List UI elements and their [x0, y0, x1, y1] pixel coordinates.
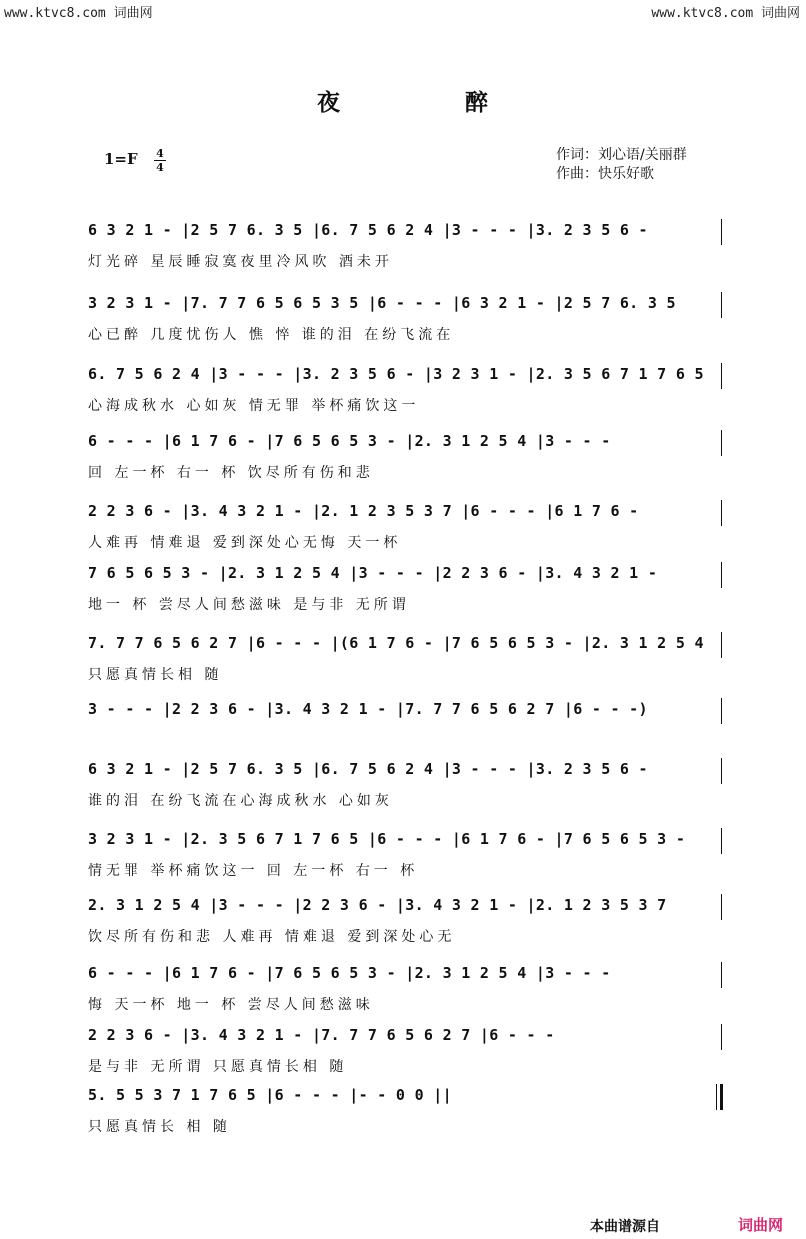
system-end-barline	[721, 632, 722, 658]
system-end-barline	[721, 292, 722, 318]
notation-line: 6 - - - |6 1 7 6 - |7 6 5 6 5 3 - |2. 3 1 2 5 4 |3 - - -	[88, 964, 611, 982]
system-end-barline	[721, 1024, 722, 1050]
song-title-part-2: 醉	[465, 90, 489, 116]
notation-line: 6 - - - |6 1 7 6 - |7 6 5 6 5 3 - |2. 3 1 2 5 4 |3 - - -	[88, 432, 611, 450]
lyric-line: 回 左一杯 右一 杯 饮尽所有伤和悲	[88, 465, 374, 481]
system-end-barline	[721, 430, 722, 456]
lyric-line: 谁的泪 在纷飞流在心海成秋水 心如灰	[88, 793, 393, 809]
time-signature-top: 4	[156, 147, 164, 160]
lyric-line: 地一 杯 尝尽人间愁滋味 是与非 无所谓	[88, 597, 410, 613]
lyric-line: 心海成秋水 心如灰 情无罪 举杯痛饮这一	[88, 398, 420, 414]
time-signature	[154, 148, 166, 173]
notation-line: 2 2 3 6 - |3. 4 3 2 1 - |7. 7 7 6 5 6 2 7 |6 - - -	[88, 1026, 555, 1044]
composer-credit: 作曲：快乐好歌	[556, 166, 654, 182]
notation-line: 3 2 3 1 - |7. 7 7 6 5 6 5 3 5 |6 - - - |6 3 2 1 - |2 5 7 6. 3 5	[88, 294, 676, 312]
notation-line: 6 3 2 1 - |2 5 7 6. 3 5 |6. 7 5 6 2 4 |3 - - - |3. 2 3 5 6 -	[88, 221, 648, 239]
watermark-right: www.ktvc8.com 词曲网	[651, 6, 800, 21]
source-footer-logo: 词曲网	[738, 1216, 784, 1234]
song-title-part-1: 夜	[317, 90, 341, 116]
system-end-barline	[721, 828, 722, 854]
notation-line: 5. 5 5 3 7 1 7 6 5 |6 - - - |- - 0 0 ||	[88, 1086, 452, 1104]
system-end-barline	[721, 894, 722, 920]
lyric-line: 只愿真情长 相 随	[88, 1119, 231, 1135]
system-end-barline	[721, 363, 722, 389]
lyric-line: 心已醉 几度忧伤人 憔 悴 谁的泪 在纷飞流在	[88, 327, 455, 343]
lyric-line: 悔 天一杯 地一 杯 尝尽人间愁滋味	[88, 997, 374, 1013]
system-end-barline	[721, 698, 722, 724]
system-end-barline	[721, 500, 722, 526]
lyric-line: 只愿真情长相 随	[88, 667, 223, 683]
notation-line: 3 2 3 1 - |2. 3 5 6 7 1 7 6 5 |6 - - - |6 1 7 6 - |7 6 5 6 5 3 -	[88, 830, 686, 848]
lyric-line	[88, 730, 720, 752]
notation-line: 7 6 5 6 5 3 - |2. 3 1 2 5 4 |3 - - - |2 2 3 6 - |3. 4 3 2 1 -	[88, 564, 658, 582]
system-end-barline	[721, 219, 722, 245]
score-system	[0, 424, 806, 496]
notation-line: 7. 7 7 6 5 6 2 7 |6 - - - |(6 1 7 6 - |7 6 5 6 5 3 - |2. 3 1 2 5 4	[88, 634, 704, 652]
lyric-line: 灯光碎 星辰睡寂寞夜里冷风吹 酒未开	[88, 254, 393, 270]
credits	[556, 146, 687, 184]
notation-line: 2. 3 1 2 5 4 |3 - - - |2 2 3 6 - |3. 4 3 2 1 - |2. 1 2 3 5 3 7	[88, 896, 667, 914]
lyric-line: 饮尽所有伤和悲 人难再 情难退 爱到深处心无	[88, 929, 456, 945]
key-signature: 1=F	[104, 150, 138, 168]
lyric-line: 情无罪 举杯痛饮这一 回 左一杯 右一 杯	[88, 863, 419, 879]
lyric-line: 是与非 无所谓 只愿真情长相 随	[88, 1059, 348, 1075]
score-system	[0, 752, 806, 824]
score-system	[0, 626, 806, 698]
score-system	[0, 213, 806, 285]
score-system	[0, 888, 806, 960]
lyricist-credit: 作词：刘心语/关丽群	[556, 147, 687, 163]
lyric-line: 人难再 情难退 爱到深处心无悔 天一杯	[88, 535, 402, 551]
system-end-barline	[721, 962, 722, 988]
system-end-barline	[721, 758, 722, 784]
source-footer-text: 本曲谱源自	[590, 1219, 660, 1235]
score-system	[0, 822, 806, 894]
score-system	[0, 556, 806, 628]
score-system	[0, 286, 806, 358]
notation-line: 6 3 2 1 - |2 5 7 6. 3 5 |6. 7 5 6 2 4 |3 - - - |3. 2 3 5 6 -	[88, 760, 648, 778]
notation-line: 3 - - - |2 2 3 6 - |3. 4 3 2 1 - |7. 7 7 6 5 6 2 7 |6 - - -)	[88, 700, 648, 718]
watermark-left: www.ktvc8.com 词曲网	[4, 6, 153, 21]
score-system	[0, 1078, 806, 1150]
notation-line: 2 2 3 6 - |3. 4 3 2 1 - |2. 1 2 3 5 3 7 |6 - - - |6 1 7 6 -	[88, 502, 639, 520]
system-end-barline	[721, 562, 722, 588]
final-barline-thin	[716, 1084, 717, 1110]
notation-line: 6. 7 5 6 2 4 |3 - - - |3. 2 3 5 6 - |3 2 3 1 - |2. 3 5 6 7 1 7 6 5	[88, 365, 704, 383]
final-barline-thick	[720, 1084, 723, 1110]
score-system	[0, 357, 806, 429]
time-signature-bottom: 4	[156, 161, 164, 174]
song-title	[0, 84, 806, 117]
